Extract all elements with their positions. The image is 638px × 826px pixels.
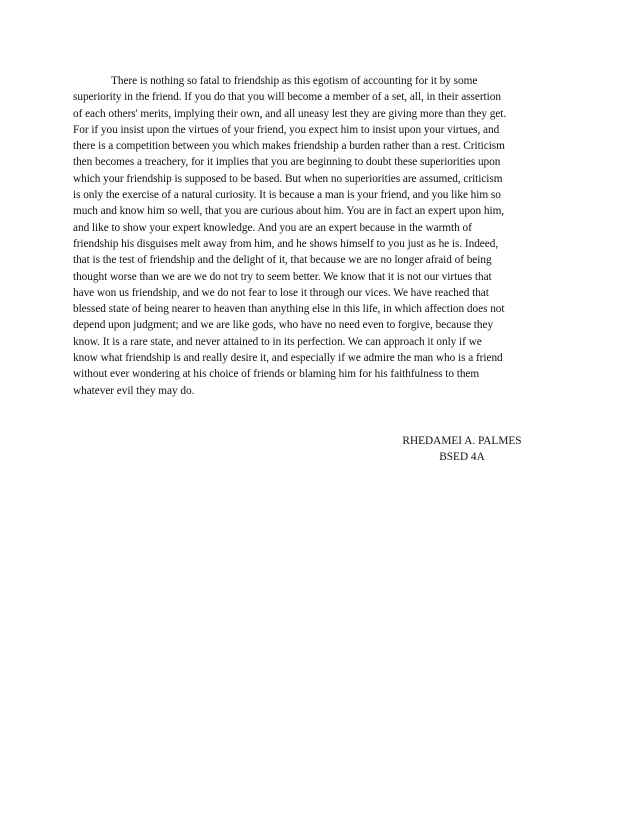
essay-paragraph	[73, 73, 573, 399]
paragraph-line: then becomes a treachery, for it implies that you are beginning to doubt these superiorities upon	[73, 156, 501, 169]
paragraph-line: is only the exercise of a natural curiosity. It is because a man is your friend, and you like him so	[73, 189, 501, 202]
paragraph-line: much and know him so well, that you are curious about him. You are in fact an expert upon him,	[73, 205, 505, 218]
paragraph-line: There is nothing so fatal to friendship as this egotism of accounting for it by some	[111, 75, 478, 87]
paragraph-line: that is the test of friendship and the delight of it, that because we are no longer afraid of being	[73, 254, 492, 267]
author-section: BSED 4A	[439, 451, 485, 463]
paragraph-line: have won us friendship, and we do not fear to lose it through our vices. We have reached that	[73, 286, 489, 299]
paragraph-line: without ever wondering at his choice of friends or blaming him for his faithfulness to them	[73, 368, 480, 381]
paragraph-line: and like to show your expert knowledge. And you are an expert because in the warmth of	[73, 221, 472, 234]
paragraph-line: For if you insist upon the virtues of your friend, you expect him to insist upon your virtues, and	[73, 123, 500, 136]
paragraph-line: know. It is a rare state, and never attained to in its perfection. We can approach it only if we	[73, 335, 482, 348]
paragraph-line: friendship his disguises melt away from him, and he shows himself to you just as he is. Indeed,	[73, 237, 499, 250]
signature-block	[392, 433, 532, 465]
paragraph-line: superiority in the friend. If you do that you will become a member of a set, all, in their assertion	[73, 91, 501, 104]
paragraph-line: depend upon judgment; and we are like gods, who have no need even to forgive, because they	[73, 319, 494, 332]
paragraph-line: know what friendship is and really desire it, and especially if we admire the man who is a friend	[73, 352, 503, 365]
paragraph-line: whatever evil they may do.	[73, 384, 195, 397]
paragraph-line: of each others' merits, implying their own, and all uneasy lest they are giving more than they get.	[73, 107, 507, 120]
paragraph-line: thought worse than we are we do not try to seem better. We know that it is not our virtues that	[73, 270, 492, 283]
paragraph-line: blessed state of being nearer to heaven than anything else in this life, in which affection does not	[73, 303, 505, 316]
author-name: RHEDAMEI A. PALMES	[402, 435, 522, 447]
paragraph-line: which your friendship is supposed to be based. But when no superiorities are assumed, criticism	[73, 172, 503, 185]
paragraph-line: there is a competition between you which makes friendship a burden rather than a rest. Criticism	[73, 140, 505, 153]
